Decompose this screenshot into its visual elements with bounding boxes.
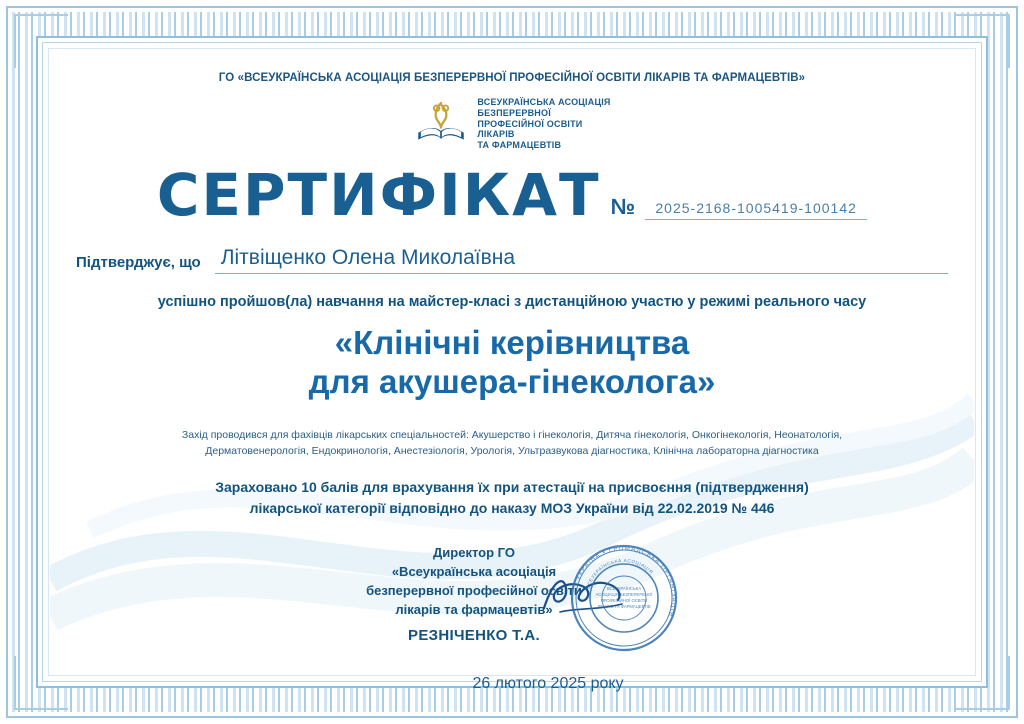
director-line-3: безперервної професійної освіти xyxy=(366,582,582,598)
svg-text:ЛІКАРІВ ТА ФАРМАЦЕВТІВ: ЛІКАРІВ ТА ФАРМАЦЕВТІВ xyxy=(597,603,651,609)
specialties-note xyxy=(52,428,972,460)
svg-text:АСОЦІАЦІЯ БЕЗПЕРЕРВНОЇ: АСОЦІАЦІЯ БЕЗПЕРЕРВНОЇ xyxy=(595,591,653,597)
certificate-number: 2025-2168-1005419-100142 xyxy=(645,200,867,220)
course-title xyxy=(52,324,972,402)
book-caduceus-logo-icon xyxy=(413,96,469,152)
logo-text-block xyxy=(477,97,610,152)
specialties-line-2: Дерматовенерологія, Ендокринологія, Анестезіологія, Урологія, Ультразвукова діагностика, Клінічна лабораторна діагностика xyxy=(205,444,819,457)
course-title-line-1: «Клінічні керівництва xyxy=(334,324,690,361)
logo-line-2: БЕЗПЕРЕРВНОЇ xyxy=(477,107,551,118)
certificate-title-row xyxy=(52,161,972,229)
points-line-1: Зараховано 10 балів для врахування їх при атестації на присвоєння (підтвердження) xyxy=(215,479,809,496)
signature-block xyxy=(52,544,972,647)
course-title-line-2: для акушера-гінеколога» xyxy=(308,362,716,400)
credit-points-note xyxy=(52,477,972,518)
number-label: № xyxy=(610,194,636,219)
svg-text:ВСЕУКРАЇНСЬКА: ВСЕУКРАЇНСЬКА xyxy=(606,585,642,591)
director-line-2: «Всеукраїнська асоціація xyxy=(391,563,557,579)
svg-text:ПРОФЕСІЙНОЇ ОСВІТИ: ПРОФЕСІЙНОЇ ОСВІТИ xyxy=(600,597,648,603)
svg-text:УКРАЇНА • ГРОМАДСЬКА ОРГАНІЗАЦ: УКРАЇНА • ГРОМАДСЬКА ОРГАНІЗАЦІЯ xyxy=(574,544,678,619)
specialties-line-1: Захід проводився для фахівців лікарських спеціальностей: Акушерство і гінекологія, Дитяча гінекологія, Онкогінекологія, Неонатологія, xyxy=(181,428,843,441)
page-title: СЕРТИФІКАТ xyxy=(156,161,601,229)
svg-text:ВСЕУКРАЇНСЬКА АСОЦІАЦІЯ: ВСЕУКРАЇНСЬКА АСОЦІАЦІЯ xyxy=(585,557,655,590)
organization-line: ГО «ВСЕУКРАЇНСЬКА АСОЦІАЦІЯ БЕЗПЕРЕРВНОЇ ПРОФЕСІЙНОЇ ОСВІТИ ЛІКАРІВ ТА ФАРМАЦЕВТІВ» xyxy=(218,72,806,84)
association-logo xyxy=(52,96,972,152)
recipient-label: Підтверджує, що xyxy=(76,254,201,271)
completion-statement: успішно пройшов(ла) навчання на майстер-класі з дистанційною участю у режимі реального часу xyxy=(157,294,867,310)
certificate-content xyxy=(52,52,972,693)
logo-line-3: ПРОФЕСІЙНОЇ ОСВІТИ xyxy=(477,118,583,129)
director-name: РЕЗНІЧЕНКО Т.А. xyxy=(408,627,540,645)
logo-line-1: ВСЕУКРАЇНСЬКА АСОЦІАЦІЯ xyxy=(477,96,611,107)
points-line-2: лікарської категорії відповідно до наказу МОЗ України від 22.02.2019 № 446 xyxy=(249,499,775,516)
recipient-name: Літвіщенко Олена Миколаївна xyxy=(215,246,948,274)
director-line-4: лікарів та фармацевтів» xyxy=(395,601,553,617)
issue-date: 26 лютого 2025 року xyxy=(472,675,624,693)
logo-line-4: ЛІКАРІВ xyxy=(477,129,515,140)
recipient-row xyxy=(52,246,972,274)
round-official-stamp-icon xyxy=(564,538,684,658)
director-line-1: Директор ГО xyxy=(433,544,515,560)
logo-line-5: ТА ФАРМАЦЕВТІВ xyxy=(477,140,562,151)
